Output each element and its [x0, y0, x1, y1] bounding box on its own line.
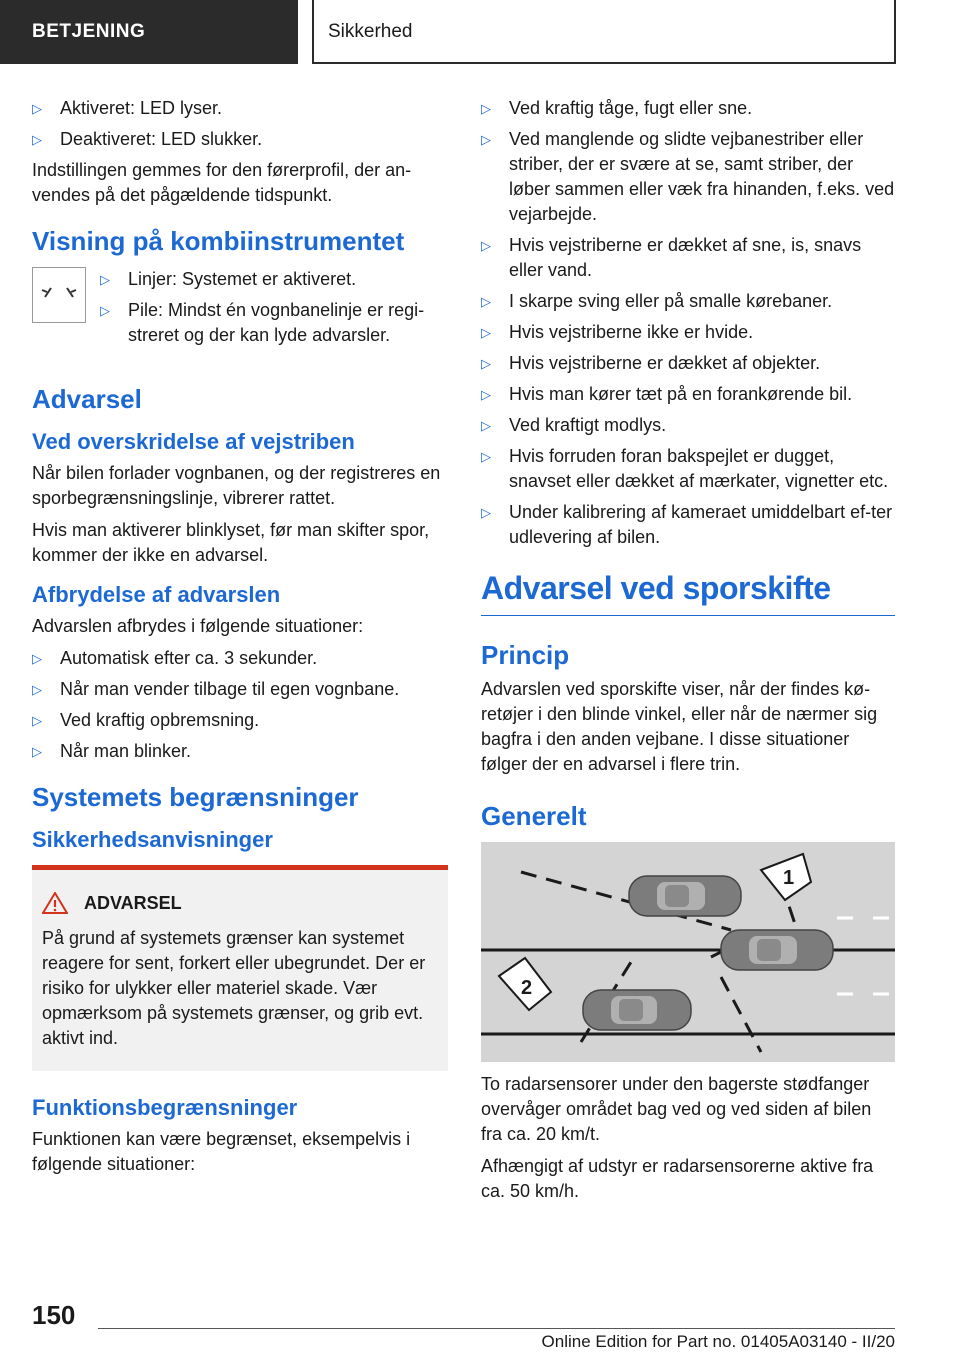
edition-text: Online Edition for Part no. 01405A03140 - II/20 [541, 1332, 895, 1351]
triangle-bullet-icon: ▷ [32, 132, 42, 147]
list-item: ▷ I skarpe sving eller på smalle kørebaner. [481, 289, 895, 314]
list-item: ▷ Hvis vejstriberne ikke er hvide. [481, 320, 895, 345]
section-tab: BETJENING [0, 0, 298, 64]
heading-safety: Sikkerhedsanvisninger [32, 827, 273, 852]
triangle-bullet-icon: ▷ [481, 325, 491, 340]
list-item: ▷ Hvis man kører tæt på en forankørende bil. [481, 382, 895, 407]
chapter-title: Sikkerhed [312, 0, 896, 64]
list-item: ▷ Hvis vejstriberne er dækket af objekter. [481, 351, 895, 376]
list-item: ▷ Aktiveret: LED lyser. [32, 96, 448, 121]
general-paragraph-2: Afhængigt af udstyr er radarsensorerne aktive fra ca. 50 km/h. [481, 1156, 874, 1201]
triangle-bullet-icon: ▷ [481, 294, 491, 309]
list-item: ▷ Ved kraftig tåge, fugt eller sne. [481, 96, 895, 121]
list-item: ▷ Pile: Mindst én vognbanelinje er regi-streret og der kan lyde advarsler. [100, 298, 448, 348]
principle-paragraph: Advarslen ved sporskifte viser, når der findes kø-retøjer i den blinde vinkel, eller når de nærmer sig bagfra i den anden vejbane. I disse situationer følger der en advarsel i flere trin. [481, 679, 878, 774]
crossing-paragraph-2: Hvis man aktiverer blinklyset, før man skifter spor, kommer der ikke en advarsel. [32, 520, 430, 565]
settings-paragraph: Indstillingen gemmes for den førerprofil, der an-vendes på det pågældende tidspunkt. [32, 160, 412, 205]
crossing-paragraph-1: Når bilen forlader vognbanen, og der registreres en sporbegrænsningslinje, vibrerer rattet. [32, 463, 441, 508]
page-header [0, 0, 960, 64]
car-top [629, 876, 741, 916]
triangle-bullet-icon: ▷ [32, 101, 42, 116]
triangle-bullet-icon: ▷ [100, 272, 110, 287]
heading-warning: Advarsel [32, 384, 142, 414]
warning-box [32, 865, 448, 1071]
triangle-bullet-icon: ▷ [481, 449, 491, 464]
list-item: ▷ Ved kraftigt modlys. [481, 413, 895, 438]
footer-divider [98, 1328, 895, 1329]
triangle-bullet-icon: ▷ [481, 387, 491, 402]
heading-interrupt: Afbrydelse af advarslen [32, 582, 281, 607]
list-item: ▷ Ved manglende og slidte vejbanestriber eller striber, der er svære at se, samt striber, der løber sammen eller væk fra hinanden, f.eks. ved vejarbejde. [481, 127, 895, 227]
warning-text: På grund af systemets grænser kan systemet reagere for sent, forkert eller ubegrundet. Der er risiko for ulykker eller materiel skade. Vær opmærksom på systemets grænser, og grib evt. aktivt ind. [42, 928, 426, 1048]
heading-function: Funktionsbegrænsninger [32, 1095, 298, 1120]
list-item: ▷ Hvis forruden foran bakspejlet er dugget, snavset eller dækket af mærkater, vignetter etc. [481, 444, 895, 494]
list-item: ▷ Linjer: Systemet er aktiveret. [100, 267, 448, 292]
right-column [481, 96, 895, 1211]
heading-lane-change: Advarsel ved sporskifte [481, 570, 895, 616]
svg-text:2: 2 [521, 977, 533, 999]
triangle-bullet-icon: ▷ [32, 713, 42, 728]
triangle-bullet-icon: ▷ [100, 303, 110, 318]
heading-crossing: Ved overskridelse af vejstriben [32, 429, 355, 454]
triangle-bullet-icon: ▷ [481, 101, 491, 116]
display-section [32, 267, 448, 354]
list-item: ▷ Når man vender tilbage til egen vognbane. [32, 677, 448, 702]
triangle-bullet-icon: ▷ [32, 682, 42, 697]
list-item: ▷ Automatisk efter ca. 3 sekunder. [32, 646, 448, 671]
page-footer [0, 1290, 960, 1362]
triangle-bullet-icon: ▷ [481, 505, 491, 520]
interrupt-paragraph: Advarslen afbrydes i følgende situationer: [32, 616, 364, 636]
list-item: ▷ Deaktiveret: LED slukker. [32, 127, 448, 152]
list-item: ▷ Når man blinker. [32, 739, 448, 764]
svg-text:1: 1 [783, 867, 795, 889]
page-number: 150 [32, 1300, 76, 1330]
warning-triangle-icon [42, 892, 68, 914]
heading-display: Visning på kombiinstrumentet [32, 226, 405, 256]
triangle-bullet-icon: ▷ [481, 356, 491, 371]
list-item: ▷ Hvis vejstriberne er dækket af sne, is, snavs eller vand. [481, 233, 895, 283]
heading-general: Generelt [481, 801, 587, 831]
lane-change-illustration [481, 842, 895, 1062]
car-bottom [583, 990, 691, 1030]
left-column [32, 96, 448, 1184]
heading-principle: Princip [481, 640, 570, 670]
car-middle [721, 930, 833, 970]
triangle-bullet-icon: ▷ [481, 132, 491, 147]
general-paragraph-1: To radarsensorer under den bagerste stødfanger overvåger området bag ved og ved siden af bilen fra ca. 20 km/t. [481, 1074, 872, 1144]
triangle-bullet-icon: ▷ [481, 418, 491, 433]
triangle-bullet-icon: ▷ [32, 744, 42, 759]
warning-title: ADVARSEL [42, 892, 428, 914]
triangle-bullet-icon: ▷ [32, 651, 42, 666]
triangle-bullet-icon: ▷ [481, 238, 491, 253]
list-item: ▷ Under kalibrering af kameraet umiddelbart ef-ter udlevering af bilen. [481, 500, 895, 550]
lane-lines-icon [32, 267, 86, 323]
heading-limits: Systemets begrænsninger [32, 782, 359, 812]
function-paragraph: Funktionen kan være begrænset, eksempelvis i følgende situationer: [32, 1129, 411, 1174]
list-item: ▷ Ved kraftig opbremsning. [32, 708, 448, 733]
